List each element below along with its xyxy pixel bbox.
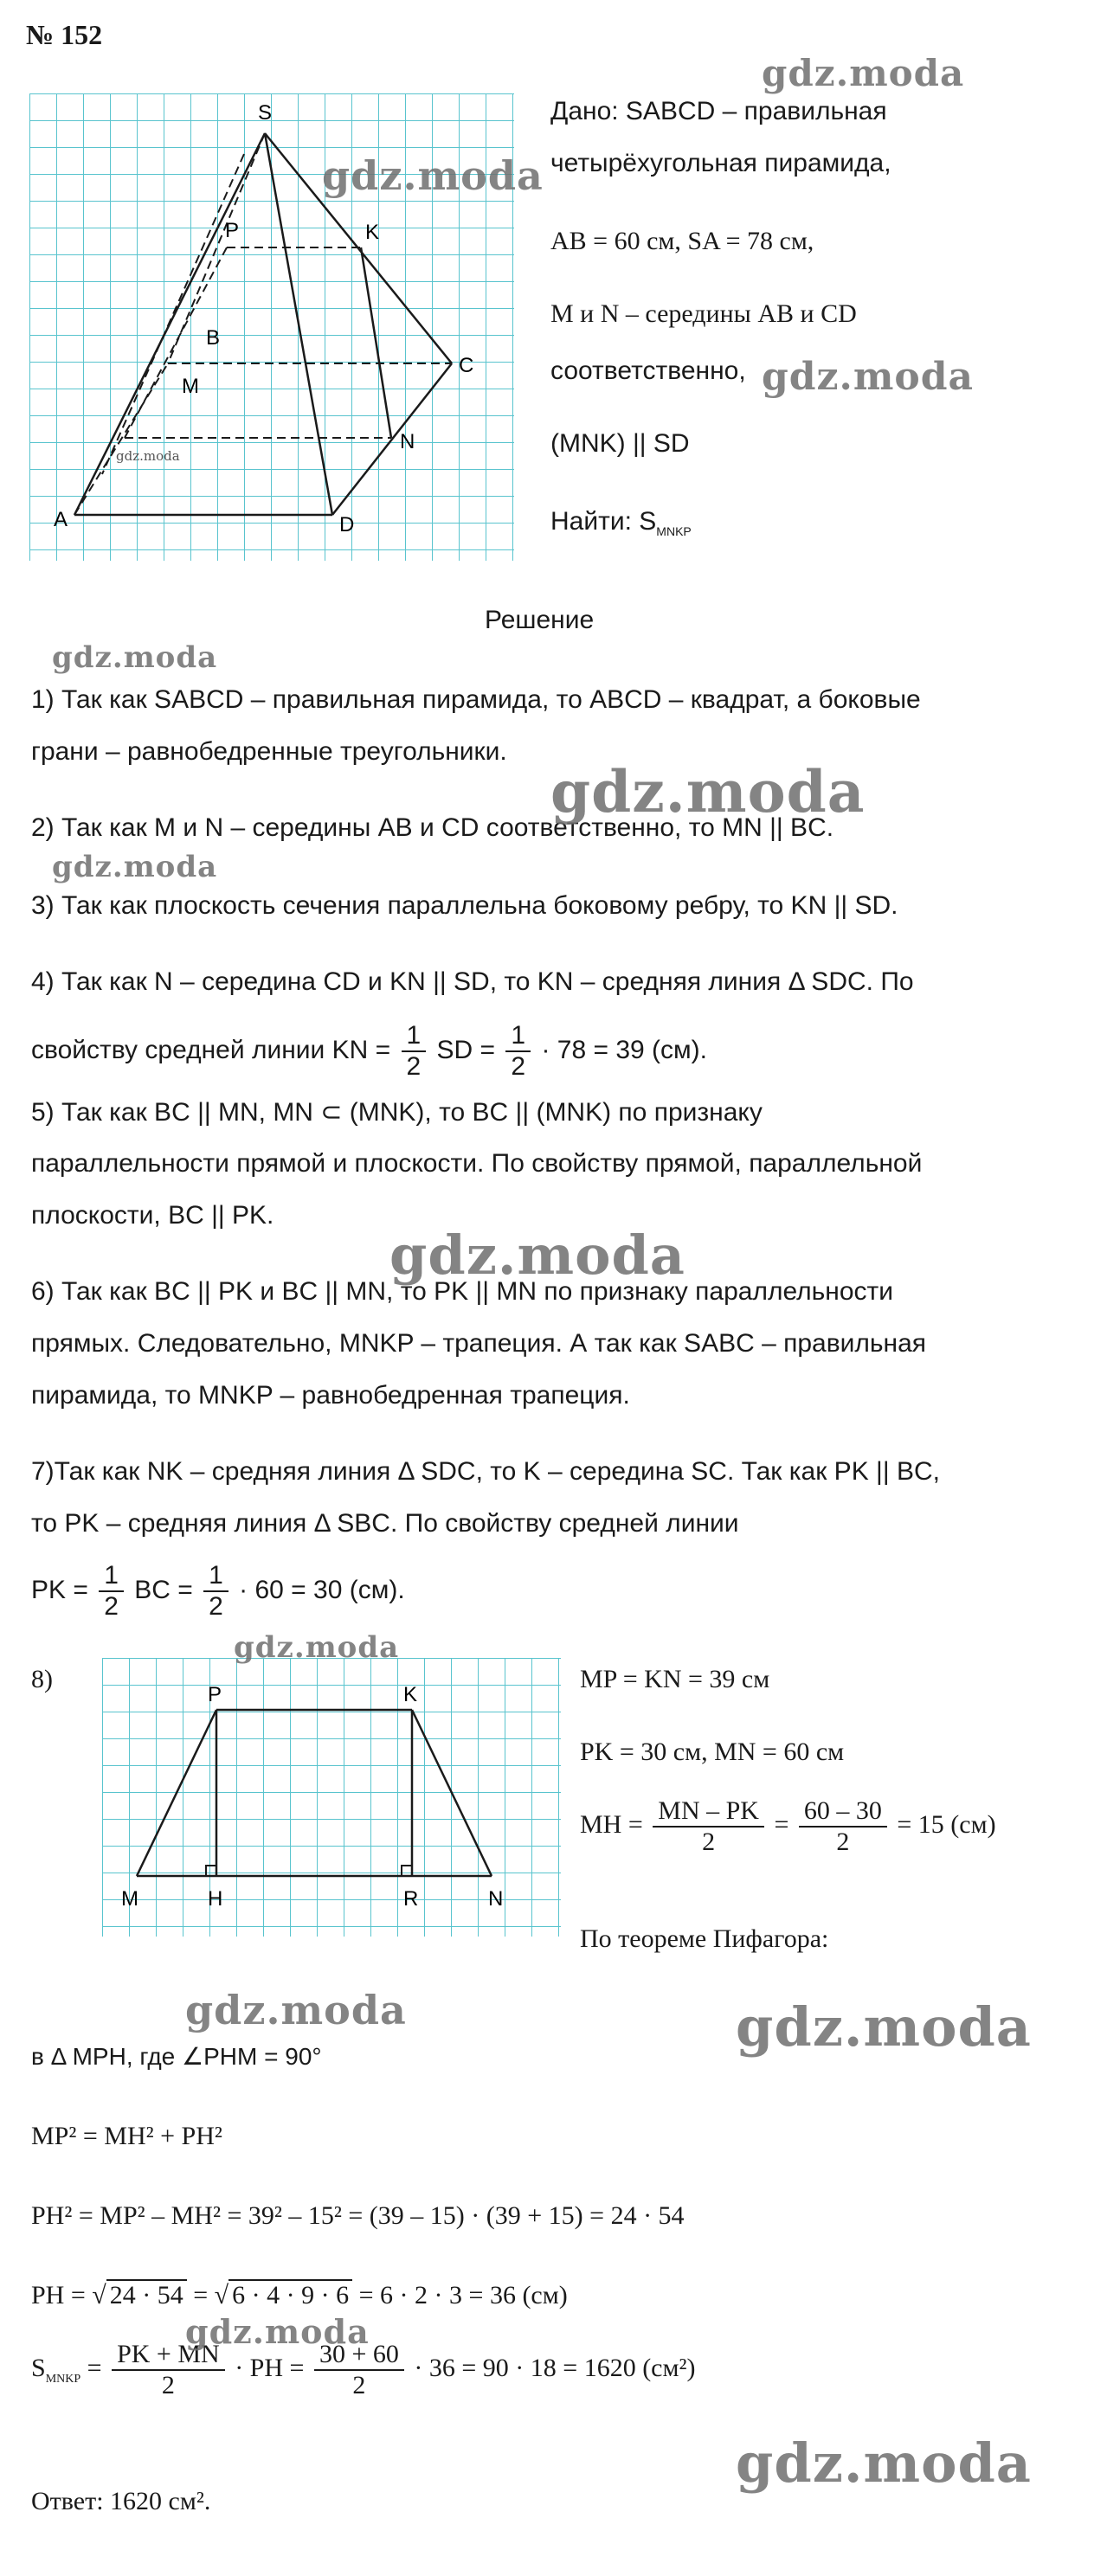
fraction-den: 2 [352,2371,366,2399]
step-8-label: 8) [31,1665,53,1693]
watermark: gdz.moda [550,758,866,825]
label-s: S [258,101,273,125]
step-4b-mid: SD = [436,1035,496,1064]
step-7c [31,1561,405,1622]
fraction-den: 2 [511,1052,526,1081]
step-7a: 7)Так как NK – средняя линия Δ SDC, то K – середина SC. Так как PK || BC, [31,1457,940,1486]
trap-label-h: H [208,1887,223,1911]
fraction-num: 1 [402,1021,427,1052]
fraction [799,1796,887,1857]
step-7c-pre: PK = [31,1575,88,1604]
trap-label-k: K [403,1683,418,1706]
fraction-num: 1 [505,1021,531,1052]
answer: Ответ: 1620 см². [31,2487,211,2515]
fraction [402,1021,427,1082]
step-5c: плоскости, BC || PK. [31,1201,274,1230]
watermark: gdz.moda [736,1995,1032,2059]
given-line-4: M и N – середины AB и CD [550,299,857,328]
watermark: gdz.moda [762,52,965,94]
step8-line-2: PK = 30 см, MN = 60 см [580,1738,845,1766]
mh-eq: = [774,1809,789,1839]
step-3: 3) Так как плоскость сечения параллельна боковому ребру, то KN || SD. [31,891,898,920]
fraction-num: 60 – 30 [799,1796,887,1828]
given-line-6: (MNK) || SD [550,429,690,458]
given-line-3: AB = 60 см, SA = 78 см, [550,227,814,255]
step-1b: грани – равнобедренные треугольники. [31,737,507,766]
find-subscript: MNKP [656,524,692,538]
step-7c-mid: BC = [134,1575,193,1604]
area-mid: · PH = [235,2353,305,2382]
step-5a: 5) Так как BC || MN, MN ⊂ (MNK), то BC || (MNK) по признаку [31,1098,763,1127]
find-label: Найти: S [550,507,657,536]
fraction [653,1796,764,1857]
mini-watermark: gdz.moda [116,448,180,464]
ph-post: = 6 · 2 · 3 = 36 (см) [358,2281,568,2309]
fraction-num: PK + MN [112,2340,225,2371]
step-7b: то PK – средняя линия Δ SBC. По свойству средней линии [31,1509,739,1538]
fraction-den: 2 [209,1592,223,1621]
step-2: 2) Так как M и N – середины AB и CD соответственно, то MN || BC. [31,813,834,842]
label-p: P [225,219,240,242]
step-4b [31,1021,707,1082]
fraction-den: 2 [104,1592,119,1621]
step-6c: пирамида, то MNKP – равнобедренная трапеция. [31,1381,630,1410]
fraction [203,1561,228,1622]
equation-1: MP² = MH² + PH² [31,2122,222,2150]
given-find [550,507,692,538]
step-6b: прямых. Следовательно, MNKP – трапеция. А так как SABC – правильная [31,1329,927,1358]
fraction-den: 2 [836,1828,850,1856]
fraction-num: 30 + 60 [314,2340,404,2371]
step-7c-post: · 60 = 30 (см). [239,1575,405,1604]
trapezoid-figure [102,1658,561,1937]
watermark: gdz.moda [736,2431,1032,2495]
watermark: gdz.moda [234,1630,400,1665]
trap-label-n: N [488,1887,504,1911]
watermark: gdz.moda [185,2312,370,2351]
step-6a: 6) Так как BC || PK и BC || MN, то PK || MN по признаку параллельности [31,1277,894,1306]
area-s: S [31,2353,46,2382]
label-d: D [339,513,355,536]
watermark: gdz.moda [762,355,975,399]
fraction [505,1021,531,1082]
fraction-num: 1 [203,1561,228,1592]
fraction-den: 2 [161,2371,175,2399]
area-eq: = [87,2353,102,2382]
mh-pre: MH = [580,1809,643,1839]
trap-label-p: P [208,1683,222,1706]
equation-3: PH = √ 24 · 54 = √ 6 · 4 · 9 · 6 = 6 · 2 · 3 = 36 (см) [31,2281,568,2309]
equation-2: PH² = MP² – MH² = 39² – 15² = (39 – 15) · (39 + 15) = 24 · 54 [31,2201,685,2230]
label-n: N [400,430,415,453]
given-line-2: четырёхугольная пирамида, [550,149,891,177]
problem-number: № 152 [26,19,103,50]
fraction [99,1561,124,1622]
fraction-den: 2 [406,1052,422,1081]
trap-label-r: R [403,1887,419,1911]
step-1a: 1) Так как SABCD – правильная пирамида, то ABCD – квадрат, а боковые [31,685,921,714]
label-b: B [206,326,221,350]
sqrt-2: 6 · 4 · 9 · 6 [228,2279,352,2309]
sqrt-1: 24 · 54 [106,2279,187,2309]
step-5b: параллельности прямой и плоскости. По свойству прямой, параллельной [31,1149,923,1178]
area-post: · 36 = 90 · 18 = 1620 (см²) [414,2353,696,2382]
step-4b-pre: свойству средней линии KN = [31,1035,391,1064]
label-m: M [182,375,199,398]
label-k: K [365,221,380,244]
watermark: gdz.moda [52,640,218,675]
mh-post: = 15 (см) [897,1809,996,1839]
label-c: C [459,354,474,377]
step-4b-post: · 78 = 39 (см). [541,1035,707,1064]
step8-line-3 [580,1796,996,1857]
solution-title: Решение [485,606,595,634]
watermark: gdz.moda [185,1987,407,2033]
fraction-den: 2 [702,1828,716,1856]
label-a: A [54,508,68,531]
area-sub: MNKP [45,2372,81,2386]
fraction-num: 1 [99,1561,124,1592]
watermark: gdz.moda [322,152,544,199]
triangle-condition: в Δ MPH, где ∠PHM = 90° [31,2043,322,2070]
step-4a: 4) Так как N – середина CD и KN || SD, то KN – средняя линия Δ SDC. По [31,967,914,996]
given-line-1: Дано: SABCD – правильная [550,97,887,125]
trap-label-m: M [121,1887,138,1911]
step8-line-1: MP = KN = 39 см [580,1665,770,1693]
watermark: gdz.moda [389,1224,685,1287]
watermark: gdz.moda [52,850,218,884]
pythagoras-label: По теореме Пифагора: [580,1924,829,1953]
fraction-num: MN – PK [653,1796,764,1828]
given-line-5: соответственно, [550,357,746,385]
ph-eq: = [193,2281,209,2309]
ph-pre: PH = [31,2281,86,2309]
